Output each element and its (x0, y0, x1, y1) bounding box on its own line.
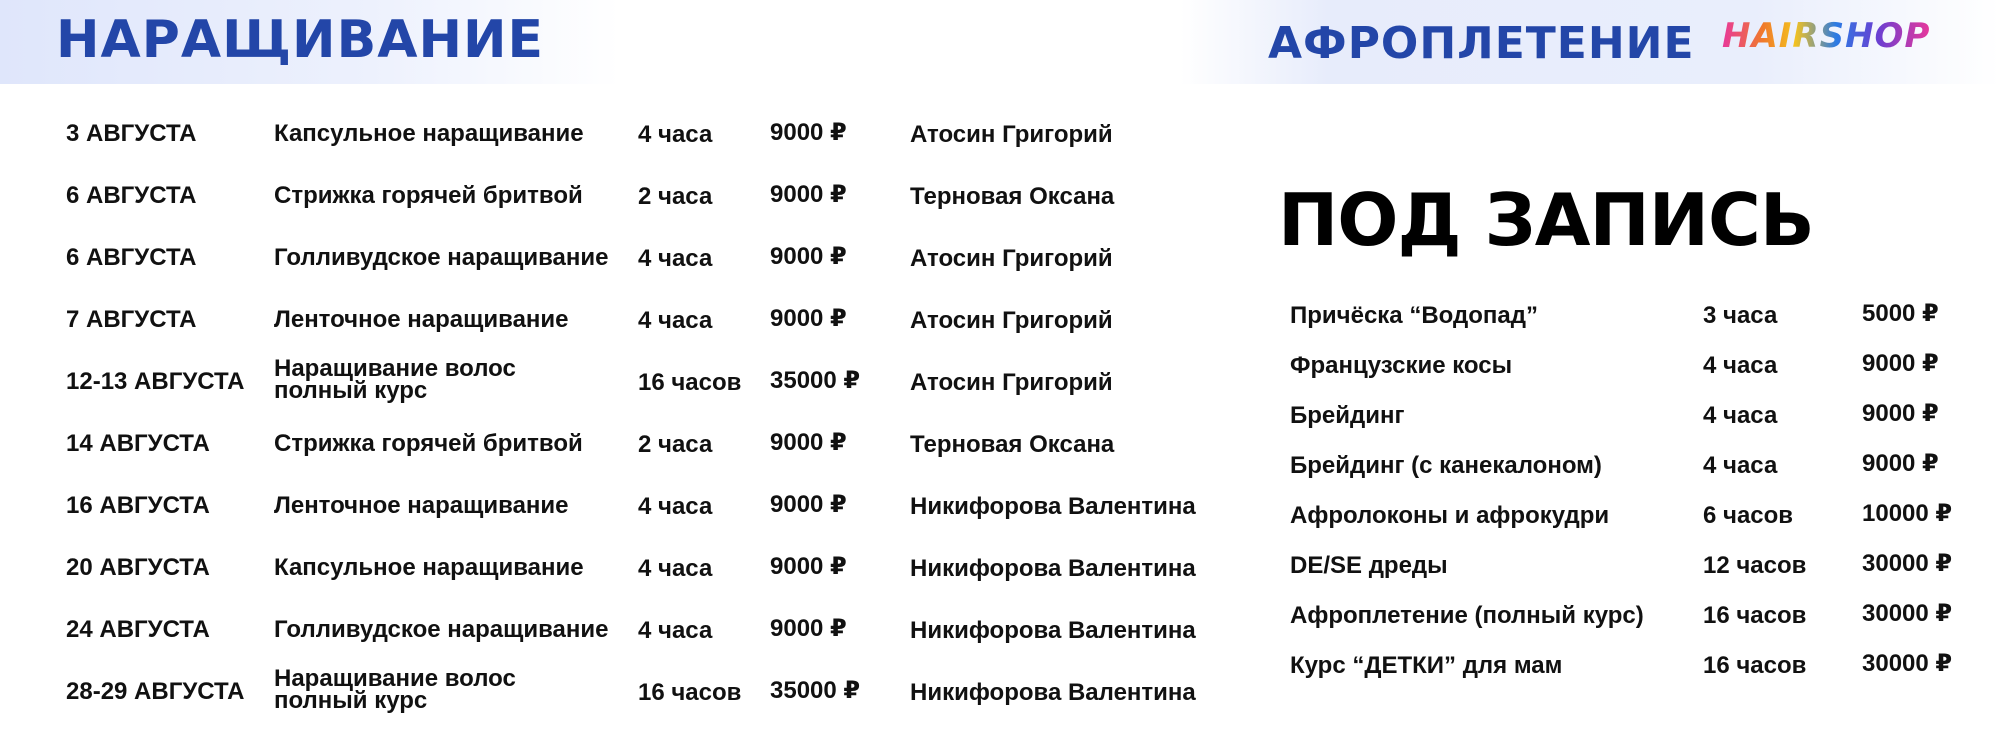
schedule-duration: 4 часа (638, 245, 713, 272)
schedule-date: 6 АВГУСТА (66, 182, 197, 209)
afro-row (1280, 340, 1980, 390)
afro-name: Причёска “Водопад” (1290, 302, 1538, 329)
afro-price: 9000 ₽ (1862, 400, 1939, 427)
schedule-price: 9000 ₽ (770, 243, 847, 270)
schedule-duration: 4 часа (638, 121, 713, 148)
afro-price: 30000 ₽ (1862, 600, 1953, 627)
afro-duration: 16 часов (1703, 652, 1807, 679)
afro-duration: 4 часа (1703, 402, 1778, 429)
afro-row (1280, 390, 1980, 440)
afro-name: Брейдинг (1290, 402, 1405, 429)
afro-price: 30000 ₽ (1862, 550, 1953, 577)
schedule-course (274, 246, 609, 270)
afro-row (1280, 590, 1980, 640)
schedule-course (274, 556, 584, 580)
brand-logo: HAIRSHOP (1722, 16, 1931, 56)
schedule-date: 14 АВГУСТА (66, 430, 210, 457)
schedule-course (274, 432, 583, 456)
schedule-teacher: Атосин Григорий (910, 245, 1113, 272)
course-line: полный курс (274, 377, 428, 404)
course-line: Ленточное наращивание (274, 492, 569, 519)
schedule-course (274, 355, 516, 404)
schedule-date: 12-13 АВГУСТА (66, 368, 245, 395)
schedule-price: 9000 ₽ (770, 553, 847, 580)
schedule-course (274, 122, 584, 146)
section-title-extensions: НАРАЩИВАНИЕ (56, 10, 545, 70)
afro-name: DE/SE дреды (1290, 552, 1448, 579)
schedule-duration: 2 часа (638, 431, 713, 458)
afro-duration: 4 часа (1703, 452, 1778, 479)
schedule-date: 16 АВГУСТА (66, 492, 210, 519)
course-line: Стрижка горячей бритвой (274, 182, 583, 209)
schedule-row (0, 538, 1230, 598)
afro-duration: 4 часа (1703, 352, 1778, 379)
schedule-duration: 4 часа (638, 617, 713, 644)
afro-price: 9000 ₽ (1862, 450, 1939, 477)
afro-row (1280, 440, 1980, 490)
schedule-duration: 16 часов (638, 679, 742, 706)
afro-name: Афролоконы и афрокудри (1290, 502, 1610, 529)
course-line: полный курс (274, 687, 428, 714)
schedule-price: 9000 ₽ (770, 119, 847, 146)
schedule-price: 9000 ₽ (770, 305, 847, 332)
afro-row (1280, 490, 1980, 540)
schedule-course (274, 308, 569, 332)
schedule-date: 28-29 АВГУСТА (66, 678, 245, 705)
afro-price: 10000 ₽ (1862, 500, 1953, 527)
schedule-date: 7 АВГУСТА (66, 306, 197, 333)
afro-row (1280, 290, 1980, 340)
schedule-row (0, 414, 1230, 474)
schedule-row (0, 290, 1230, 350)
schedule-teacher: Никифорова Валентина (910, 617, 1196, 644)
afro-price: 5000 ₽ (1862, 300, 1939, 327)
schedule-teacher: Атосин Григорий (910, 121, 1113, 148)
afro-name: Брейдинг (с канекалоном) (1290, 452, 1602, 479)
afro-row (1280, 640, 1980, 690)
schedule-duration: 4 часа (638, 555, 713, 582)
schedule-date: 6 АВГУСТА (66, 244, 197, 271)
afro-duration: 16 часов (1703, 602, 1807, 629)
schedule-teacher: Терновая Оксана (910, 431, 1115, 458)
schedule-date: 24 АВГУСТА (66, 616, 210, 643)
schedule-course (274, 494, 569, 518)
schedule-row (0, 352, 1230, 412)
afro-duration: 6 часов (1703, 502, 1794, 529)
afro-price: 30000 ₽ (1862, 650, 1953, 677)
course-line: Голливудское наращивание (274, 244, 609, 271)
course-line: Наращивание волос (274, 665, 516, 692)
course-line: Голливудское наращивание (274, 616, 609, 643)
afro-price: 9000 ₽ (1862, 350, 1939, 377)
schedule-price: 9000 ₽ (770, 429, 847, 456)
schedule-duration: 4 часа (638, 493, 713, 520)
section-title-afro: АФРОПЛЕТЕНИЕ (1268, 18, 1695, 69)
schedule-duration: 16 часов (638, 369, 742, 396)
by-appointment-heading: ПОД ЗАПИСЬ (1278, 178, 1814, 262)
schedule-row (0, 228, 1230, 288)
afro-duration: 12 часов (1703, 552, 1807, 579)
schedule-price: 9000 ₽ (770, 491, 847, 518)
course-line: Стрижка горячей бритвой (274, 430, 583, 457)
schedule-course (274, 184, 583, 208)
schedule-date: 3 АВГУСТА (66, 120, 197, 147)
afro-duration: 3 часа (1703, 302, 1778, 329)
schedule-course (274, 618, 609, 642)
schedule-row (0, 600, 1230, 660)
schedule-teacher: Никифорова Валентина (910, 679, 1196, 706)
course-line: Капсульное наращивание (274, 554, 584, 581)
schedule-duration: 2 часа (638, 183, 713, 210)
schedule-teacher: Атосин Григорий (910, 307, 1113, 334)
schedule-price: 35000 ₽ (770, 367, 861, 394)
schedule-duration: 4 часа (638, 307, 713, 334)
schedule-teacher: Терновая Оксана (910, 183, 1115, 210)
course-line: Наращивание волос (274, 355, 516, 382)
schedule-teacher: Атосин Григорий (910, 369, 1113, 396)
schedule-price: 35000 ₽ (770, 677, 861, 704)
schedule-price: 9000 ₽ (770, 181, 847, 208)
schedule-date: 20 АВГУСТА (66, 554, 210, 581)
afro-name: Курс “ДЕТКИ” для мам (1290, 652, 1563, 679)
schedule-row (0, 662, 1230, 722)
course-line: Ленточное наращивание (274, 306, 569, 333)
schedule-course (274, 665, 516, 714)
schedule-price: 9000 ₽ (770, 615, 847, 642)
course-line: Капсульное наращивание (274, 120, 584, 147)
afro-name: Французские косы (1290, 352, 1513, 379)
afro-name: Афроплетение (полный курс) (1290, 602, 1644, 629)
schedule-row (0, 476, 1230, 536)
afro-row (1280, 540, 1980, 590)
schedule-row (0, 104, 1230, 164)
schedule-teacher: Никифорова Валентина (910, 493, 1196, 520)
schedule-teacher: Никифорова Валентина (910, 555, 1196, 582)
schedule-row (0, 166, 1230, 226)
